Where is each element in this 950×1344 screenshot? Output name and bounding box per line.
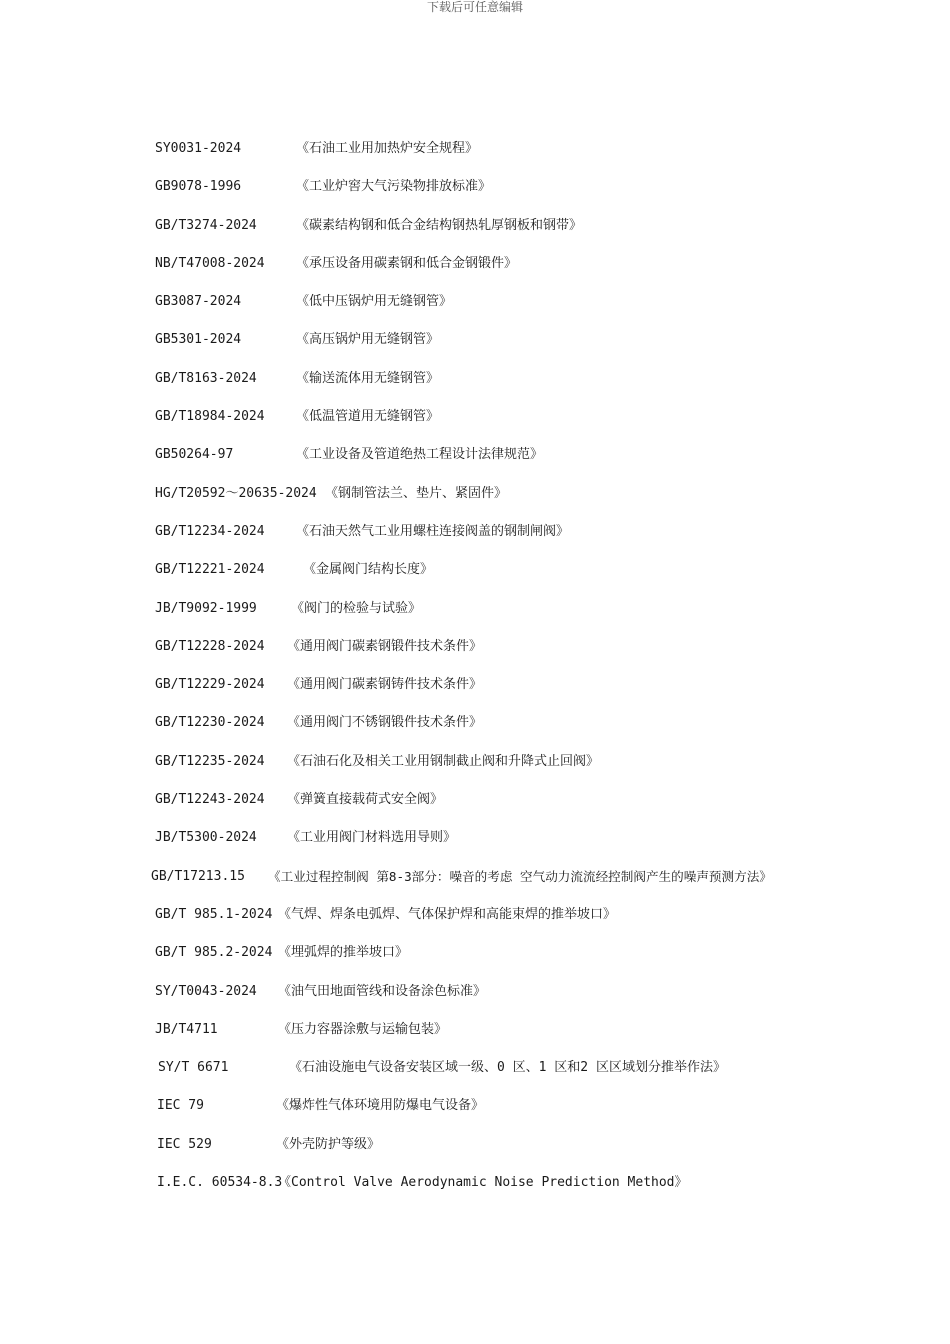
standard-row [0, 752, 950, 790]
standard-row [0, 216, 950, 254]
standard-row [0, 330, 950, 368]
standard-title: 《阀门的检验与试验》 [291, 600, 422, 616]
standard-title: 《弹簧直接载荷式安全阀》 [287, 792, 444, 808]
standard-code: JB/T5300-2024 [155, 830, 257, 846]
standard-row [0, 254, 950, 292]
standard-title: 《油气田地面管线和设备涂色标准》 [278, 983, 487, 999]
page-header: 下载后可任意编辑 [426, 0, 523, 14]
standard-row [0, 522, 950, 560]
standard-title: 《外壳防护等级》 [276, 1136, 381, 1152]
standard-code: GB9078-1996 [155, 179, 242, 195]
standard-title: 《工业过程控制阀 第8-3部分：噪音的考虑 空气动力流流经控制阀产生的噪声预测方法》 [268, 868, 772, 884]
standard-row [0, 369, 950, 407]
standard-title: 《输送流体用无缝钢管》 [296, 370, 440, 386]
standard-title: 《通用阀门碳素钢铸件技术条件》 [287, 677, 483, 693]
standard-row [0, 177, 950, 215]
standard-title: 《石油设施电气设备安装区域一级、0 区、1 区和2 区区域划分推举作法》 [289, 1060, 726, 1076]
standard-title: 《钢制管法兰、垫片、紧固件》 [325, 485, 508, 501]
standard-code: GB/T12228-2024 [155, 638, 265, 654]
standard-code: GB/T12243-2024 [155, 792, 265, 808]
standard-code: GB/T17213.15 [151, 868, 245, 884]
standard-row [0, 982, 950, 1020]
standard-title: 《高压锅炉用无缝钢管》 [296, 332, 440, 348]
standard-title: 《金属阀门结构长度》 [303, 562, 434, 578]
standard-code: GB/T12221-2024 [155, 562, 265, 578]
standard-code: GB/T12230-2024 [155, 715, 265, 731]
standard-row [0, 713, 950, 751]
standard-row [0, 637, 950, 675]
standard-code: NB/T47008-2024 [155, 255, 265, 271]
standard-title: 《低温管道用无缝钢管》 [296, 409, 440, 425]
standard-code: GB3087-2024 [155, 294, 242, 310]
standards-list [0, 139, 950, 1211]
standard-row [0, 943, 950, 981]
standard-code: SY0031-2024 [155, 141, 242, 156]
standard-title: 《碳素结构钢和低合金结构钢热轧厚钢板和钢带》 [296, 217, 583, 233]
standard-code: HG/T20592～20635-2024 [155, 485, 317, 501]
standard-row [0, 1096, 950, 1134]
standard-row [0, 790, 950, 828]
standard-row [0, 407, 950, 445]
standard-row [0, 1020, 950, 1058]
standard-code: GB/T8163-2024 [155, 370, 257, 386]
standard-code: GB/T12235-2024 [155, 753, 265, 769]
standard-row [0, 905, 950, 943]
standard-code: JB/T4711 [155, 1021, 218, 1037]
standard-row [0, 828, 950, 866]
standard-code: JB/T9092-1999 [155, 600, 257, 616]
standard-row [0, 445, 950, 483]
standard-row [0, 1173, 950, 1211]
standard-code: GB5301-2024 [155, 332, 242, 348]
standard-title: 《爆炸性气体环境用防爆电气设备》 [276, 1098, 485, 1114]
standard-row [0, 560, 950, 598]
standard-title: 《石油石化及相关工业用钢制截止阀和升降式止回阀》 [287, 753, 600, 769]
standard-code: GB/T 985.1-2024 [155, 906, 273, 922]
standard-title: 《压力容器涂敷与运输包装》 [278, 1021, 448, 1037]
standard-code: GB/T3274-2024 [155, 217, 257, 233]
standard-title: 《埋弧焊的推举坡口》 [278, 945, 409, 961]
standard-row [0, 599, 950, 637]
standard-row [0, 139, 950, 177]
standard-code: GB/T12229-2024 [155, 677, 265, 693]
standard-code: SY/T0043-2024 [155, 983, 257, 999]
standard-title: 《通用阀门碳素钢锻件技术条件》 [287, 638, 483, 654]
standard-code: GB/T 985.2-2024 [155, 945, 273, 961]
standard-row [0, 1058, 950, 1096]
standard-title: 《低中压锅炉用无缝钢管》 [296, 294, 453, 310]
standard-code: IEC 79 [157, 1098, 204, 1114]
standard-code: I.E.C. 60534-8.3 [157, 1175, 283, 1191]
standard-code: GB/T12234-2024 [155, 523, 265, 539]
standard-title: 《工业设备及管道绝热工程设计法律规范》 [296, 447, 544, 463]
standard-row [0, 1135, 950, 1173]
standard-title: 《气焊、焊条电弧焊、气体保护焊和高能束焊的推举坡口》 [278, 906, 617, 922]
standard-row [0, 675, 950, 713]
standard-title: 《承压设备用碳素钢和低合金钢锻件》 [296, 255, 518, 271]
standard-title: 《通用阀门不锈钢锻件技术条件》 [287, 715, 483, 731]
standard-code: GB/T18984-2024 [155, 409, 265, 425]
standard-title: 《工业炉窖大气污染物排放标准》 [296, 179, 492, 195]
standard-row [0, 867, 950, 905]
standard-row [0, 484, 950, 522]
standard-title: 《石油工业用加热炉安全规程》 [296, 141, 479, 156]
standard-title: 《Control Valve Aerodynamic Noise Prediction Method》 [278, 1175, 688, 1191]
standard-title: 《石油天然气工业用螺柱连接阀盖的钢制闸阀》 [296, 523, 570, 539]
standard-code: IEC 529 [157, 1136, 212, 1152]
standard-code: GB50264-97 [155, 447, 234, 463]
standard-row [0, 292, 950, 330]
standard-title: 《工业用阀门材料选用导则》 [287, 830, 457, 846]
standard-code: SY/T 6671 [158, 1060, 229, 1076]
